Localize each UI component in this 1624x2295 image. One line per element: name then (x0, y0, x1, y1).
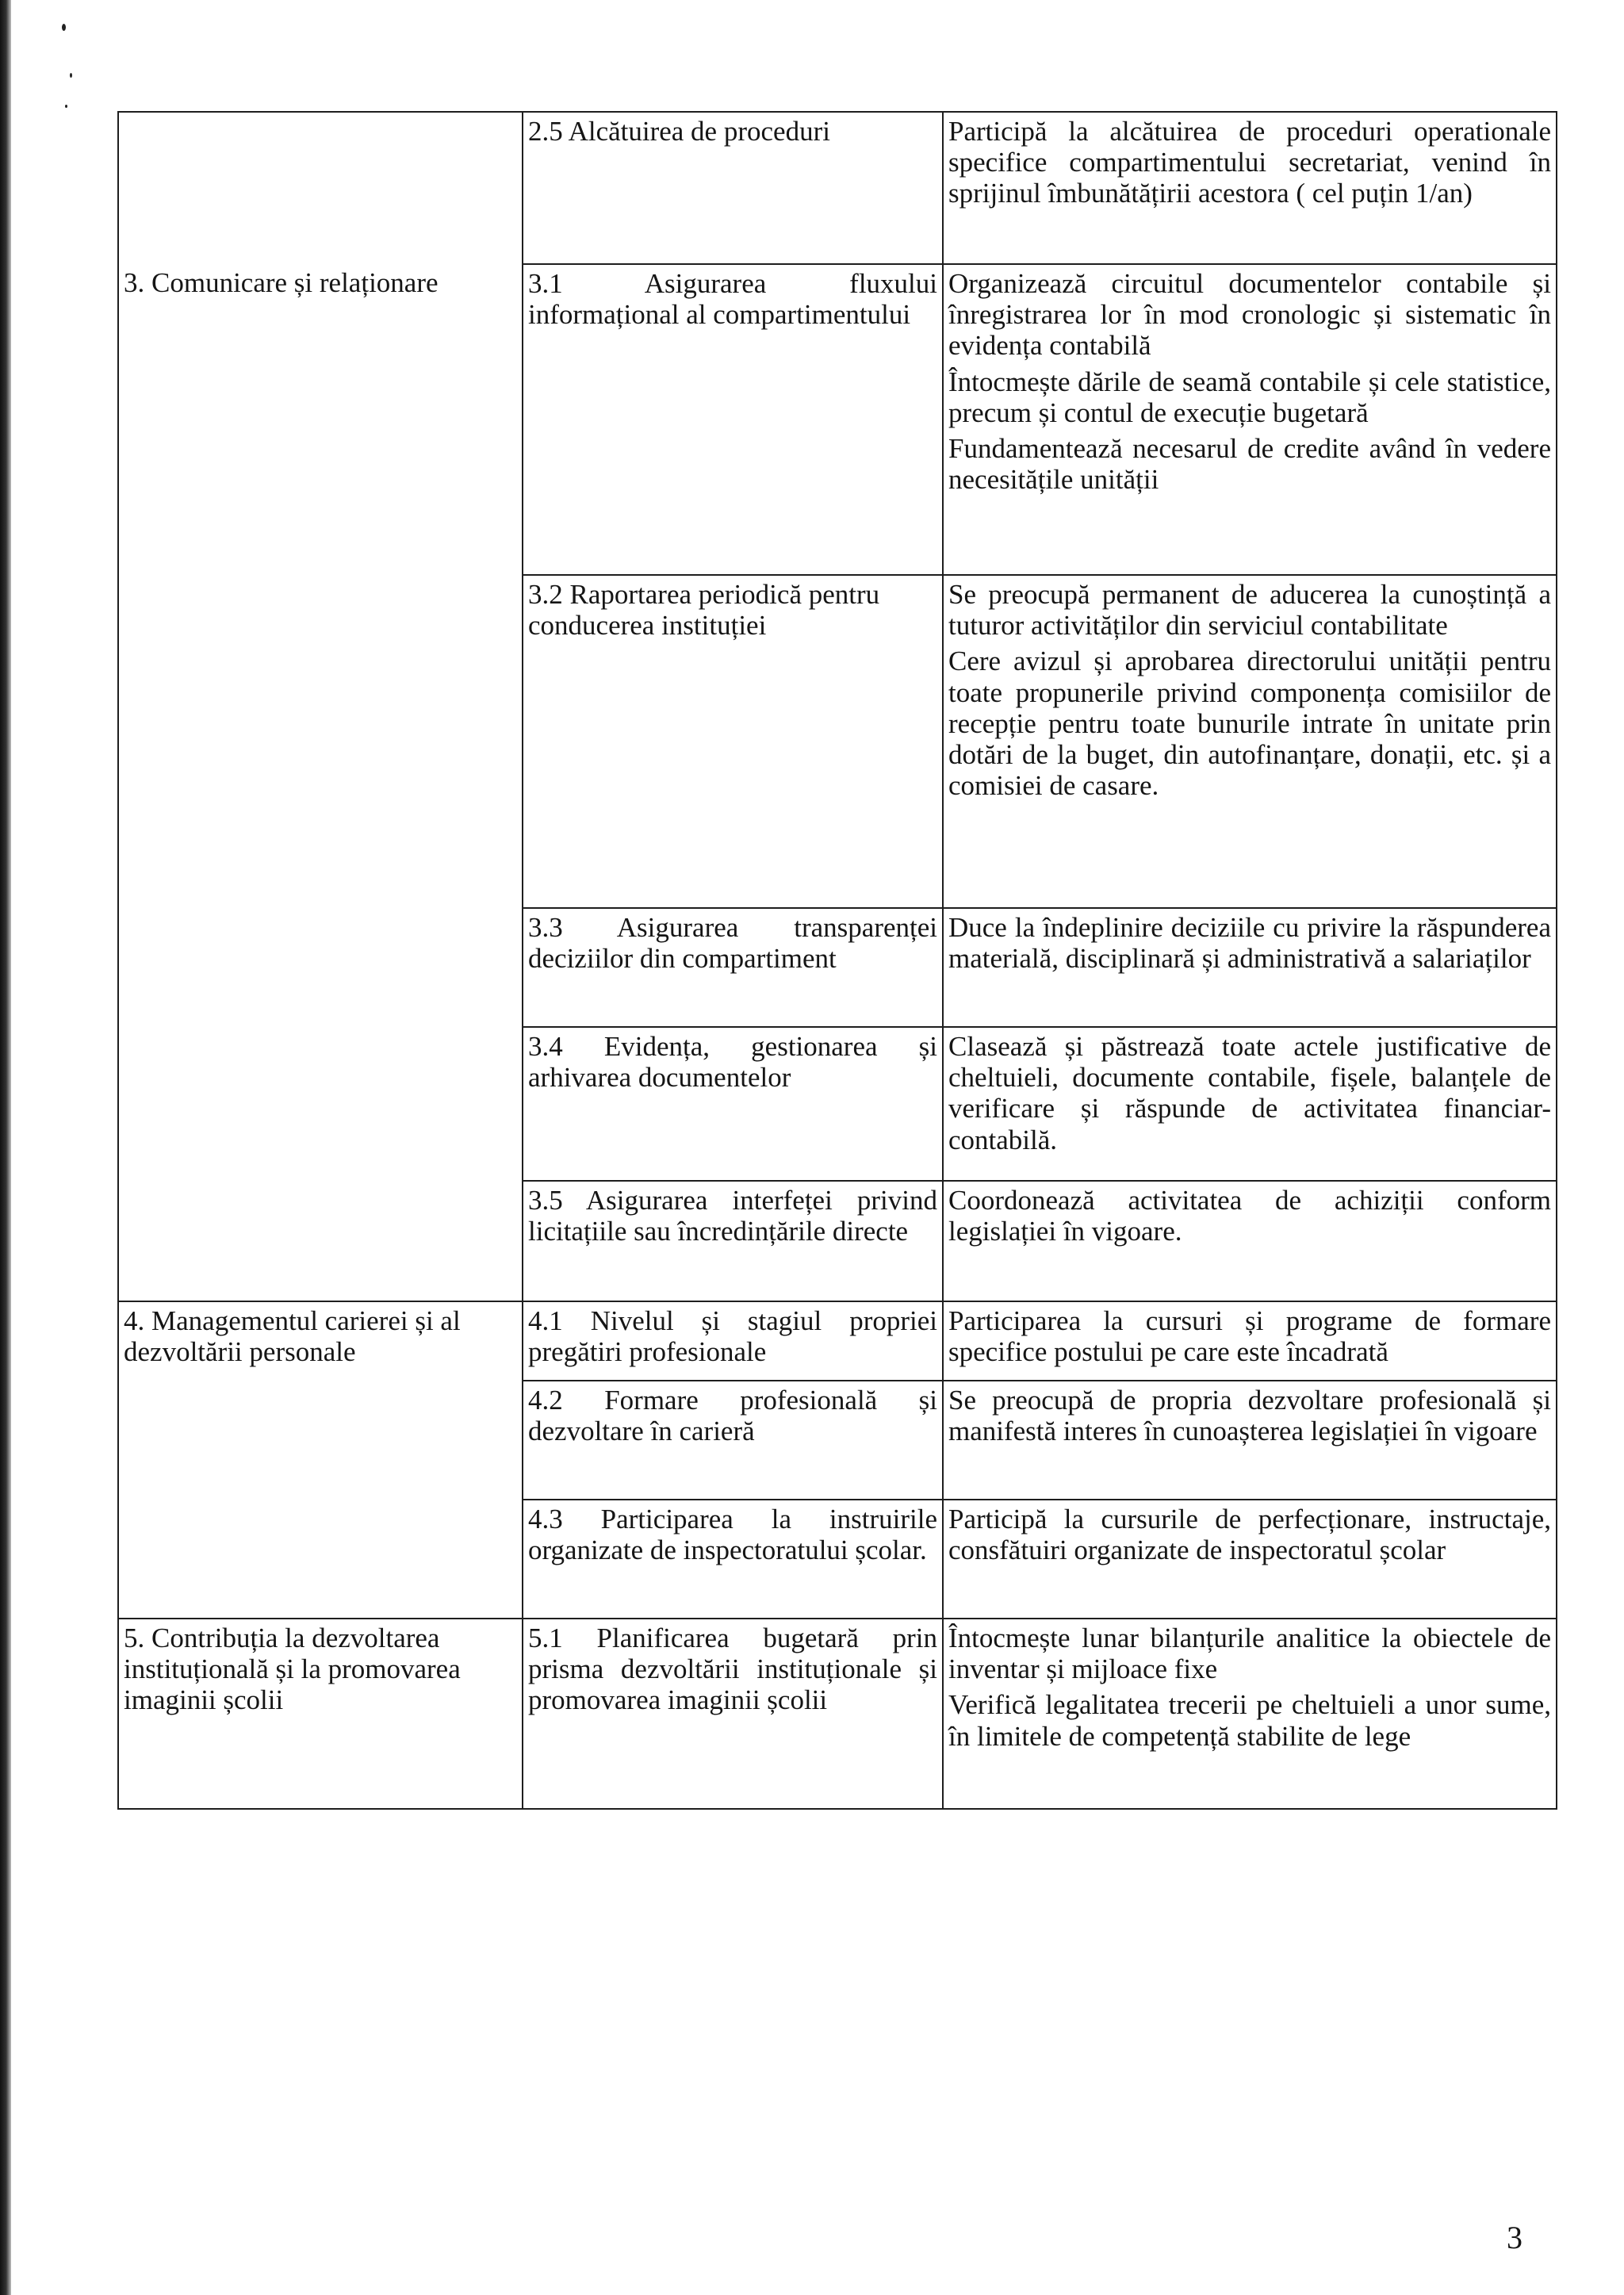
activitate-text: Întocmește lunar bilanțurile analitice la obiectele de inventar și mijloace fixe (948, 1623, 1551, 1685)
activitati-cell (943, 908, 1557, 1027)
table-row (118, 1181, 1557, 1301)
activitati-cell (943, 1181, 1557, 1301)
indicator-cell: 2.5 Alcătuirea de proceduri (523, 112, 943, 264)
table-row (118, 1027, 1557, 1181)
activitati-cell (943, 112, 1557, 264)
criteriu-cell: 4. Managementul carierei și al dezvoltării personale (118, 1301, 523, 1381)
scan-speck (65, 105, 67, 108)
indicator-cell: 3.1 Asigurarea fluxului informațional al compartimentului (523, 264, 943, 575)
criteriu-cell: 5. Contribuția la dezvoltarea instituțională și la promovarea imaginii școlii (118, 1619, 523, 1809)
indicator-cell: 3.3 Asigurarea transparenței deciziilor din compartiment (523, 908, 943, 1027)
activitati-cell (943, 1381, 1557, 1500)
criteriu-cell (118, 1181, 523, 1301)
indicator-cell: 3.5 Asigurarea interfeței privind licitațiile sau încredințările directe (523, 1181, 943, 1301)
activitati-cell (943, 264, 1557, 575)
table-row (118, 1619, 1557, 1809)
activitate-text: Verifică legalitatea trecerii pe cheltuieli a unor sume, în limitele de competență stabilite de lege (948, 1689, 1551, 1752)
indicator-cell: 4.2 Formare profesională și dezvoltare în carieră (523, 1381, 943, 1500)
table-row (118, 1301, 1557, 1381)
table-row (118, 1500, 1557, 1619)
criteriu-cell (118, 112, 523, 264)
activitate-text: Participă la cursurile de perfecționare, instructaje, consfătuiri organizate de inspectoratul școlar (948, 1504, 1551, 1566)
indicator-cell: 5.1 Planificarea bugetară prin prisma dezvoltării instituționale și promovarea imaginii școlii (523, 1619, 943, 1809)
table-row (118, 112, 1557, 264)
activitate-text: Cere avizul și aprobarea directorului unității pentru toate propunerile privind componența comisiilor de recepție pentru toate bunurile intrate în unitate prin dotări de la buget, din autofinanțare, donații, etc. și a comisiei de casare. (948, 646, 1551, 802)
table-row (118, 1381, 1557, 1500)
activitate-text: Duce la îndeplinire deciziile cu privire la răspunderea materială, disciplinară și administrativă a salariaților (948, 912, 1551, 975)
activitati-cell (943, 575, 1557, 908)
scan-speck (70, 73, 72, 78)
activitate-text: Organizează circuitul documentelor contabile și înregistrarea lor în mod cronologic și sistematic în evidența contabilă (948, 268, 1551, 362)
criteriu-cell (118, 1027, 523, 1181)
page-number: 3 (1507, 2220, 1522, 2255)
criteriu-cell (118, 1500, 523, 1619)
criteriu-cell: 3. Comunicare și relaționare (118, 264, 523, 575)
indicator-cell: 4.1 Nivelul și stagiul propriei pregătiri profesionale (523, 1301, 943, 1381)
activitate-text: Participă la alcătuirea de proceduri operationale specifice compartimentului secretariat, venind în sprijinul îmbunătățirii acestora ( cel puțin 1/an) (948, 116, 1551, 209)
table-row (118, 908, 1557, 1027)
indicator-cell: 3.2 Raportarea periodică pentru conducerea instituției (523, 575, 943, 908)
activitate-text: Se preocupă de propria dezvoltare profesională și manifestă interes în cunoașterea legislației în vigoare (948, 1385, 1551, 1447)
activitate-text: Fundamentează necesarul de credite având în vedere necesitățile unității (948, 432, 1551, 496)
job-description-table (117, 111, 1557, 1810)
indicator-cell: 4.3 Participarea la instruirile organizate de inspectoratului școlar. (523, 1500, 943, 1619)
criteriu-cell (118, 575, 523, 908)
scan-edge (0, 0, 11, 2295)
activitati-cell (943, 1619, 1557, 1809)
activitate-text: Întocmește dările de seamă contabile și cele statistice, precum și contul de execuție bugetară (948, 366, 1551, 428)
criteriu-cell (118, 908, 523, 1027)
indicator-cell: 3.4 Evidența, gestionarea și arhivarea documentelor (523, 1027, 943, 1181)
scan-speck (62, 24, 66, 31)
activitate-text: Se preocupă permanent de aducerea la cunoștință a tuturor activităților din serviciul contabilitate (948, 579, 1551, 642)
criteriu-cell (118, 1381, 523, 1500)
table-row (118, 575, 1557, 908)
activitate-text: Coordonează activitatea de achiziții conform legislației în vigoare. (948, 1185, 1551, 1247)
activitati-cell (943, 1500, 1557, 1619)
activitati-cell (943, 1027, 1557, 1181)
activitate-text: Clasează și păstrează toate actele justificative de cheltuieli, documente contabile, fișele, balanțele de verificare și răspunde de activitatea financiar- contabilă. (948, 1031, 1551, 1155)
activitati-cell (943, 1301, 1557, 1381)
table-row (118, 264, 1557, 575)
activitate-text: Participarea la cursuri și programe de formare specifice postului pe care este încadrată (948, 1305, 1551, 1368)
